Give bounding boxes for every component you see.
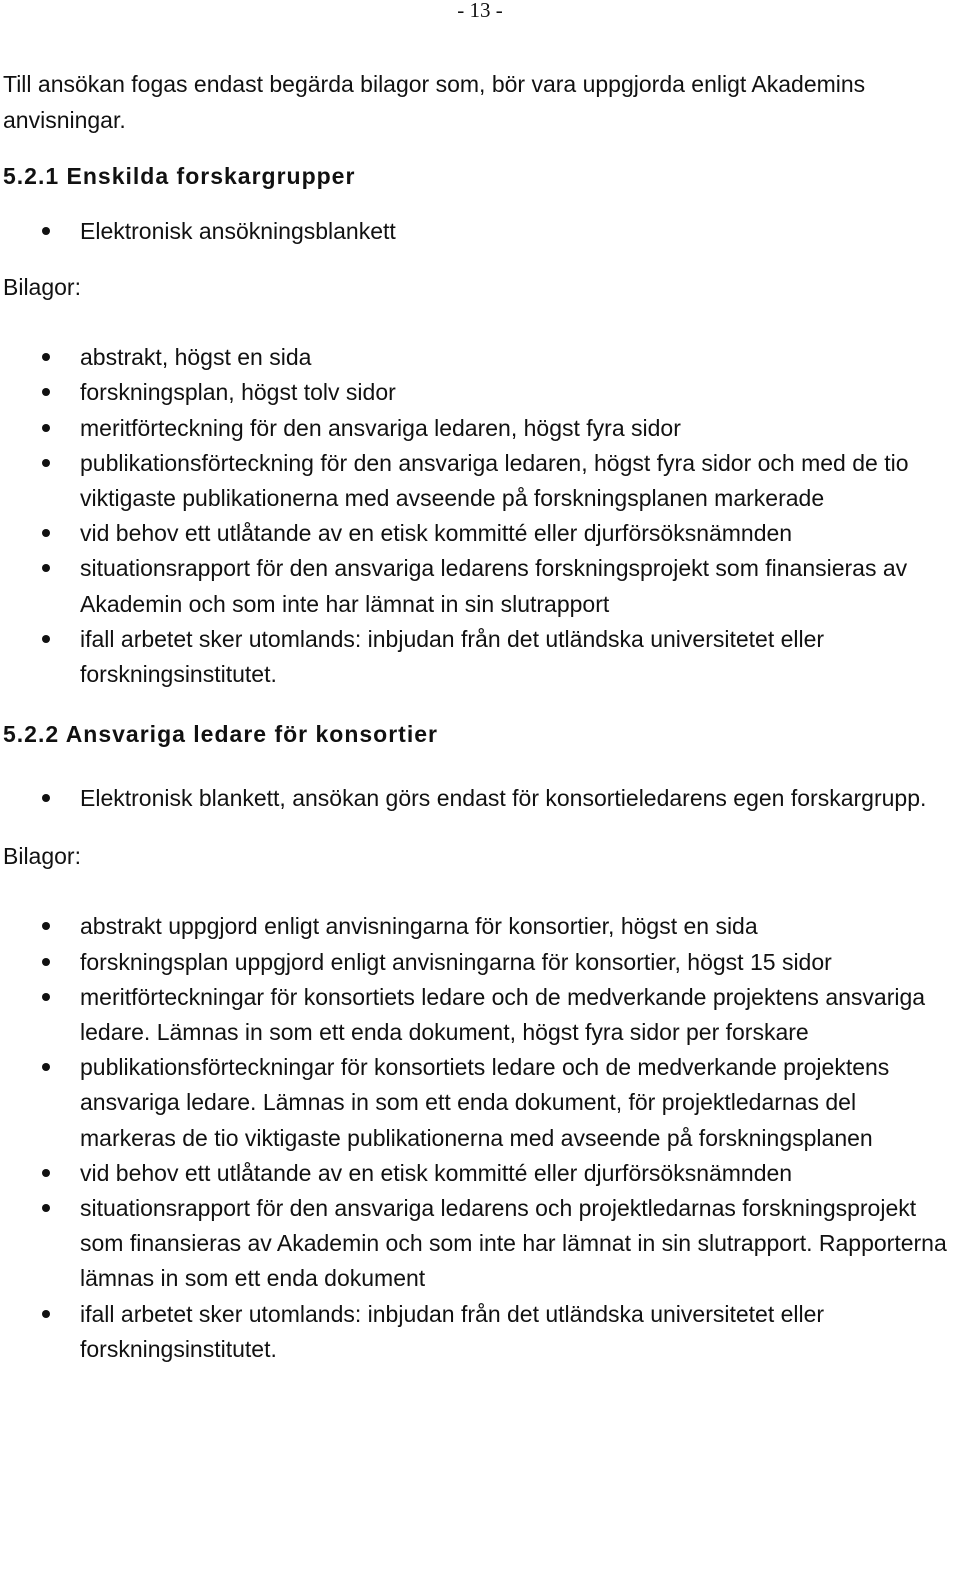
form-list: [3, 781, 955, 816]
list-item: abstrakt uppgjord enligt anvisningarna för konsortier, högst en sida: [3, 909, 955, 944]
list-item: publikationsförteckningar för konsortiets ledare och de medverkande projektens ansvariga ledare. Lämnas in som ett enda dokument, för projektledarnas del markeras de tio viktigaste publikationerna med avseende på forskningsplanen: [3, 1050, 955, 1156]
list-item: Elektronisk ansökningsblankett: [3, 214, 955, 249]
list-item: meritförteckning för den ansvariga ledaren, högst fyra sidor: [3, 411, 955, 446]
page-number: - 13 -: [457, 0, 503, 22]
list-item: Elektronisk blankett, ansökan görs endast för konsortieledarens egen forskargrupp.: [3, 781, 955, 816]
list-item: forskningsplan, högst tolv sidor: [3, 375, 955, 410]
list-item: forskningsplan uppgjord enligt anvisningarna för konsortier, högst 15 sidor: [3, 945, 955, 980]
list-item: vid behov ett utlåtande av en etisk kommitté eller djurförsöksnämnden: [3, 516, 955, 551]
list-item: publikationsförteckning för den ansvariga ledaren, högst fyra sidor och med de tio viktigaste publikationerna med avseende på forskningsplanen markerade: [3, 446, 955, 516]
form-list: [3, 214, 955, 249]
document-body: [3, 66, 955, 1367]
section-heading-enskilda-forskargrupper: 5.2.1 Enskilda forskargrupper: [3, 163, 356, 189]
section-heading-ansvariga-ledare-for-konsortier: 5.2.2 Ansvariga ledare för konsortier: [3, 721, 438, 748]
intro-paragraph: Till ansökan fogas endast begärda bilagor som, bör vara uppgjorda enligt Akademins anvisningar.: [3, 71, 866, 133]
list-item: situationsrapport för den ansvariga ledarens och projektledarnas forskningsprojekt som finansieras av Akademin och som inte har lämnat in sin slutrapport. Rapporterna lämnas in som ett enda dokument: [3, 1191, 955, 1297]
list-item: ifall arbetet sker utomlands: inbjudan från det utländska universitetet eller forskningsinstitutet.: [3, 1297, 955, 1367]
list-item: ifall arbetet sker utomlands: inbjudan från det utländska universitetet eller forskningsinstitutet.: [3, 622, 955, 692]
list-item: meritförteckningar för konsortiets ledare och de medverkande projektens ansvariga ledare. Lämnas in som ett enda dokument, högst fyra sidor per forskare: [3, 980, 955, 1050]
list-item: vid behov ett utlåtande av en etisk kommitté eller djurförsöksnämnden: [3, 1156, 955, 1191]
attachments-list: [3, 340, 955, 692]
attachments-label: Bilagor:: [3, 274, 81, 301]
attachments-label: Bilagor:: [3, 843, 81, 870]
list-item: abstrakt, högst en sida: [3, 340, 955, 375]
list-item: situationsrapport för den ansvariga ledarens forskningsprojekt som finansieras av Akademin och som inte har lämnat in sin slutrapport: [3, 551, 955, 621]
attachments-list: [3, 909, 955, 1367]
